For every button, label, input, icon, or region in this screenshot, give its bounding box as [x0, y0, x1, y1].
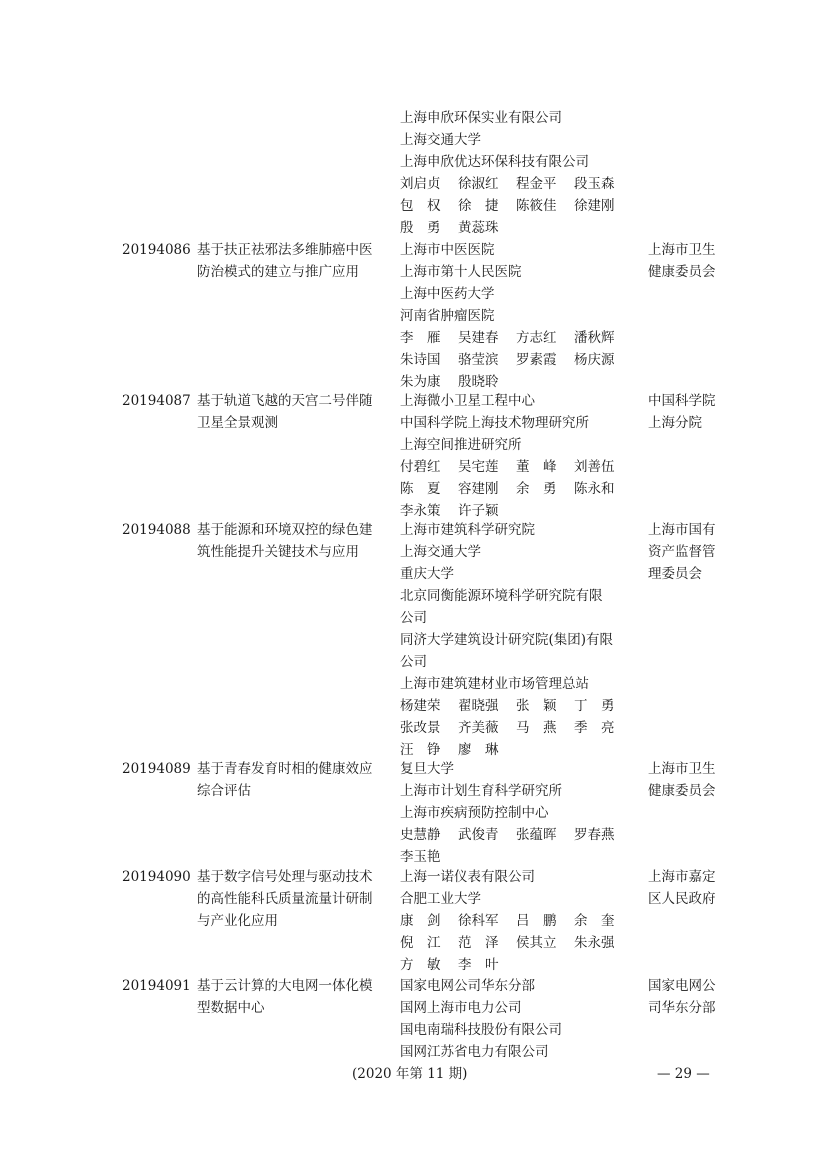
org-list [400, 758, 640, 868]
title-line: 基于青春发育时相的健康效应 [197, 761, 373, 777]
names-row [400, 954, 640, 976]
recommender-line: 上海市卫生 [648, 242, 716, 258]
person-name: 李玉艳 [400, 849, 441, 865]
org-line: 北京同衡能源环境科学研究院有限 [400, 588, 603, 604]
org-list [400, 866, 640, 976]
contributor-names [400, 327, 640, 393]
recommender [648, 390, 738, 434]
person-name: 潘秋辉 [574, 330, 615, 346]
recommender-line: 上海市嘉定 [648, 869, 716, 885]
entry-title [197, 758, 392, 802]
title-line: 与产业化应用 [197, 913, 278, 929]
org-line: 国家电网公司华东分部 [400, 978, 535, 994]
title-line: 型数据中心 [197, 1000, 265, 1016]
person-name: 丁 勇 [574, 698, 615, 714]
entry-title [197, 866, 392, 932]
org-line: 河南省肿瘤医院 [400, 308, 495, 324]
names-row [400, 173, 640, 195]
org-line: 国网江苏省电力有限公司 [400, 1044, 549, 1060]
person-name: 殷晓聆 [458, 374, 499, 390]
org-line: 上海市计划生育科学研究所 [400, 783, 562, 799]
names-row [400, 824, 640, 846]
person-name: 杨建荣 [400, 698, 441, 714]
recommender-line: 资产监督管 [648, 544, 716, 560]
org-line: 上海市建筑科学研究院 [400, 522, 535, 538]
contributor-names [400, 695, 640, 761]
person-name: 康 剑 [400, 913, 441, 929]
recommender-line: 健康委员会 [648, 783, 716, 799]
person-name: 徐淑红 [458, 176, 499, 192]
org-line: 上海一诺仪表有限公司 [400, 869, 535, 885]
org-line: 公司 [400, 654, 427, 670]
contributor-names [400, 910, 640, 976]
person-name: 黄蕊珠 [458, 220, 499, 236]
title-line: 的高性能科氏质量流量计研制 [197, 891, 373, 907]
names-row [400, 456, 640, 478]
names-row [400, 217, 640, 239]
entry-id: 20194087 [122, 393, 191, 409]
recommender-line: 健康委员会 [648, 264, 716, 280]
person-name: 范 泽 [458, 935, 499, 951]
org-line: 上海交通大学 [400, 132, 481, 148]
person-name: 徐 捷 [458, 198, 499, 214]
entry-id: 20194089 [122, 761, 191, 777]
person-name: 朱为康 [400, 374, 441, 390]
title-line: 基于数字信号处理与驱动技术 [197, 869, 373, 885]
person-name: 余 奎 [574, 913, 615, 929]
org-list [400, 107, 640, 239]
names-row [400, 846, 640, 868]
recommender-line: 上海市卫生 [648, 761, 716, 777]
org-line: 上海申欣环保实业有限公司 [400, 110, 562, 126]
person-name: 史慧静 [400, 827, 441, 843]
person-name: 吕 鹏 [516, 913, 557, 929]
person-name: 段玉森 [574, 176, 615, 192]
entry-title [197, 975, 392, 1019]
person-name: 刘善伍 [574, 459, 615, 475]
names-row [400, 195, 640, 217]
recommender-line: 区人民政府 [648, 891, 716, 907]
person-name: 殷 勇 [400, 220, 441, 236]
recommender [648, 519, 738, 585]
person-name: 罗素霞 [516, 352, 557, 368]
org-list [400, 519, 640, 761]
recommender [648, 975, 738, 1019]
person-name: 朱永强 [574, 935, 615, 951]
entry-id: 20194086 [122, 242, 191, 258]
person-name: 李永策 [400, 503, 441, 519]
title-line: 基于能源和环境双控的绿色建 [197, 522, 373, 538]
names-row [400, 349, 640, 371]
title-line: 基于云计算的大电网一体化模 [197, 978, 373, 994]
person-name: 许子颖 [458, 503, 499, 519]
recommender-line: 司华东分部 [648, 1000, 716, 1016]
person-name: 侯其立 [516, 935, 557, 951]
entry-id: 20194090 [122, 869, 191, 885]
org-line: 上海市建筑建材业市场管理总站 [400, 676, 589, 692]
person-name: 陈 夏 [400, 481, 441, 497]
names-row [400, 910, 640, 932]
person-name: 吴建春 [458, 330, 499, 346]
org-line: 上海市第十人民医院 [400, 264, 522, 280]
org-line: 上海申欣优达环保科技有限公司 [400, 154, 589, 170]
org-line: 上海微小卫星工程中心 [400, 393, 535, 409]
person-name: 包 权 [400, 198, 441, 214]
person-name: 方 敏 [400, 957, 441, 973]
person-name: 付碧红 [400, 459, 441, 475]
recommender-line: 中国科学院 [648, 393, 716, 409]
org-line: 公司 [400, 610, 427, 626]
contributor-names [400, 173, 640, 239]
org-list [400, 975, 640, 1063]
person-name: 廖 琳 [458, 742, 499, 758]
org-line: 中国科学院上海技术物理研究所 [400, 415, 589, 431]
recommender-line: 理委员会 [648, 566, 702, 582]
person-name: 容建刚 [458, 481, 499, 497]
title-line: 卫星全景观测 [197, 415, 278, 431]
page-number: — 29 — [657, 1066, 710, 1082]
org-line: 上海交通大学 [400, 544, 481, 560]
entry-title [197, 519, 392, 563]
person-name: 陈永和 [574, 481, 615, 497]
names-row [400, 932, 640, 954]
person-name: 汪 铮 [400, 742, 441, 758]
org-line: 国电南瑞科技股份有限公司 [400, 1022, 562, 1038]
org-line: 合肥工业大学 [400, 891, 481, 907]
org-line: 上海市疾病预防控制中心 [400, 805, 549, 821]
person-name: 刘启贞 [400, 176, 441, 192]
issue-footer: (2020 年第 11 期) [352, 1066, 468, 1082]
org-line: 重庆大学 [400, 566, 454, 582]
person-name: 罗春燕 [574, 827, 615, 843]
person-name: 齐美薇 [458, 720, 499, 736]
org-line: 上海市中医医院 [400, 242, 495, 258]
org-list [400, 390, 640, 522]
org-line: 同济大学建筑设计研究院(集团)有限 [400, 632, 614, 648]
person-name: 徐科军 [458, 913, 499, 929]
person-name: 季 亮 [574, 720, 615, 736]
recommender-line: 国家电网公 [648, 978, 716, 994]
names-row [400, 478, 640, 500]
org-line: 国网上海市电力公司 [400, 1000, 522, 1016]
contributor-names [400, 456, 640, 522]
entry-id: 20194091 [122, 978, 191, 994]
title-line: 综合评估 [197, 783, 251, 799]
org-line: 复旦大学 [400, 761, 454, 777]
person-name: 李 叶 [458, 957, 499, 973]
person-name: 倪 江 [400, 935, 441, 951]
recommender [648, 866, 738, 910]
names-row [400, 717, 640, 739]
title-line: 基于扶正祛邪法多维肺癌中医 [197, 242, 373, 258]
entry-id: 20194088 [122, 522, 191, 538]
recommender [648, 239, 738, 283]
person-name: 马 燕 [516, 720, 557, 736]
person-name: 董 峰 [516, 459, 557, 475]
title-line: 防治模式的建立与推广应用 [197, 264, 359, 280]
person-name: 朱诗国 [400, 352, 441, 368]
org-list [400, 239, 640, 393]
entry-title [197, 239, 392, 283]
person-name: 翟晓强 [458, 698, 499, 714]
recommender-line: 上海市国有 [648, 522, 716, 538]
person-name: 陈筱佳 [516, 198, 557, 214]
person-name: 吴宅莲 [458, 459, 499, 475]
person-name: 徐建刚 [574, 198, 615, 214]
person-name: 张蕴晖 [516, 827, 557, 843]
person-name: 李 雁 [400, 330, 441, 346]
contributor-names [400, 824, 640, 868]
names-row [400, 327, 640, 349]
person-name: 程金平 [516, 176, 557, 192]
person-name: 张 颖 [516, 698, 557, 714]
title-line: 筑性能提升关键技术与应用 [197, 544, 359, 560]
person-name: 方志红 [516, 330, 557, 346]
person-name: 武俊青 [458, 827, 499, 843]
entry-title [197, 390, 392, 434]
person-name: 杨庆源 [574, 352, 615, 368]
org-line: 上海空间推进研究所 [400, 437, 522, 453]
recommender-line: 上海分院 [648, 415, 702, 431]
title-line: 基于轨道飞越的天宫二号伴随 [197, 393, 373, 409]
person-name: 骆莹滨 [458, 352, 499, 368]
person-name: 余 勇 [516, 481, 557, 497]
person-name: 张改景 [400, 720, 441, 736]
org-line: 上海中医药大学 [400, 286, 495, 302]
recommender [648, 758, 738, 802]
names-row [400, 695, 640, 717]
